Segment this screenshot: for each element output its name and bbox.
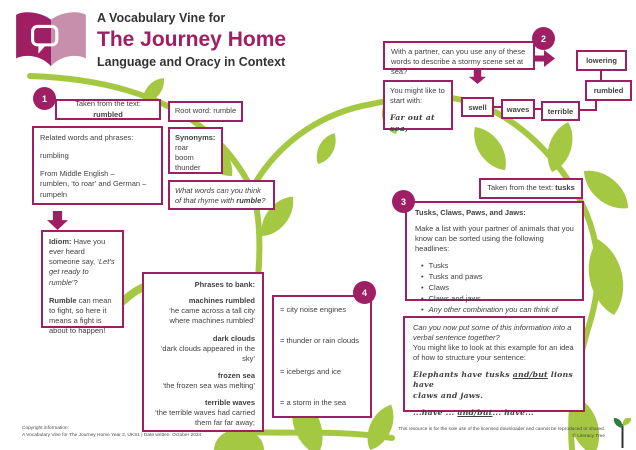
idiom-word: Rumble [49,295,77,305]
verbal-sentence-box [403,316,585,418]
idiom-text: Have you ever heard someone say, ‘ [49,237,106,267]
partner-question-box [383,41,535,77]
meaning-item: = icebergs and ice [280,367,342,377]
rhyme-question-line1: What words can you think [175,186,261,195]
taken-from-text-rumbled-box [55,99,161,120]
copyright-label: Copyright information: [22,426,69,431]
meaning-item: = city noise engines [280,305,347,314]
bank-item: frozen sea ‘the frozen sea was melting’ [162,370,255,390]
sentence-example-line1: Elephants have tusks and/but lions have [413,369,573,390]
copyright-text: A Vocabulary Vine for The Journey Home Year 2, UKS1 | Date written: October 2024 [22,433,202,439]
sentence-starter-box [383,80,453,133]
idiom-text-end: ’? [71,277,78,287]
idiom-box [41,230,124,335]
phrase-bank-heading: Phrases to bank: [194,280,255,289]
badge-3: 3 [392,190,415,213]
copyright-note [22,425,201,439]
root-word-label: Root word: rumble [174,106,237,116]
task-bullet: • Claws [421,283,574,293]
task-heading: Tusks, Claws, Paws, and Jaws: [415,208,526,217]
task-bullet: • Tusks and paws [421,272,574,282]
page-title: The Journey Home [97,28,287,51]
license-text: This resource is for the sole use of the licensed downloader and cannot be reproduced or shared. [398,427,605,432]
taken-from-label: Taken from the text: [75,99,141,109]
taken-from-word: tusks [555,183,575,193]
badge-2: 2 [532,27,555,50]
synonyms-box [168,127,223,174]
etymology-line-1: From Middle English – [40,169,115,179]
meanings-box [272,295,372,418]
sentence-body-line1: You might like to look at this example for an idea [413,343,574,353]
brand-text: © Literacy Tree [572,434,605,440]
task-body-line3: headlines: [415,244,450,254]
rhyme-question-box [168,180,275,210]
sentence-example-line2: claws and jaws. [413,390,484,400]
license-note [290,426,605,440]
idiom-quote: Let’s get ready to rumble [49,257,115,287]
header-subtitle-top: A Vocabulary Vine for [97,11,226,25]
bank-item: dark clouds ‘dark clouds appeared in the sky’ [160,333,255,363]
badge-4: 4 [353,281,376,304]
sentence-question-line1: Can you now put some of this information into a [413,323,572,332]
chain-connector [595,100,597,111]
taken-from-text-tusks-box [479,178,583,199]
etymology-line-2: rumblen, ‘to roar’ and German – [40,179,147,189]
root-word-box [168,101,243,122]
idiom-label: Idiom: [49,237,72,246]
meaning-item: = a storm in the sea [280,398,347,408]
etymology-line-3: rumpeln [40,189,68,199]
idiom-explanation: can mean to fight, so here it means a fight is about to happen! [49,295,112,335]
bank-item: terrible waves ‘the terrible waves had carried them far far away; [154,398,255,428]
synonyms-heading: Synonyms: [175,133,216,142]
synonym-item: thunder [175,163,201,173]
phrase-bank-box [142,272,264,432]
rhyme-question-mark: ? [261,196,266,206]
badge-1: 1 [33,87,56,110]
rhyme-question-line2: of that rhyme with [175,196,237,206]
task-body-line2: know can be sorted using the following [415,234,544,244]
sentence-body-line2: of how to structure your sentence: [413,353,526,363]
related-word: rumbling [40,151,69,161]
task-body-line1: Make a list with your partner of animals that you [415,224,574,234]
chain-word-rumbled: rumbled [585,80,632,101]
taken-from-word: rumbled [93,109,123,119]
task-bullet: • Claws and jaws [421,294,574,304]
synonym-item: boom [175,153,194,163]
chain-word-lowering: lowering [576,50,627,71]
chain-word-terrible: terrible [541,101,580,121]
synonym-item: roar [175,143,189,153]
tusks-task-box [405,201,584,314]
task-bullet: • Tusks [421,261,574,271]
taken-from-label: Taken from the text: [487,183,556,193]
chain-word-swell: swell [461,97,494,117]
partner-question: With a partner, can you use any of these words to describe a stormy scene set at sea? [391,47,526,77]
task-bullet-italic: • Any other combination you can think of [421,305,574,315]
related-words-box [32,126,163,205]
meaning-item: = thunder or rain clouds [280,336,360,346]
related-words-heading: Related words and phrases: [40,133,134,142]
starter-hint-line2: start with: [390,96,423,106]
starter-hint-line1: You might like to [390,86,445,95]
header [97,11,286,69]
header-subtitle-bottom: Language and Oracy in Context [97,55,286,69]
sentence-question-line2: verbal sentence together? [413,333,500,343]
sentence-pattern: ...have ... and/but... have... [413,408,534,418]
rhyme-word: rumble [236,196,262,206]
bank-item: machines rumbled ‘he came across a tall city where machines rumbled’ [169,296,255,326]
chain-word-waves: waves [501,99,535,119]
open-book-speech-bubble-logo [12,10,90,72]
starter-handwritten: Far out at sea, [390,113,435,133]
literacy-tree-logo [611,418,634,448]
